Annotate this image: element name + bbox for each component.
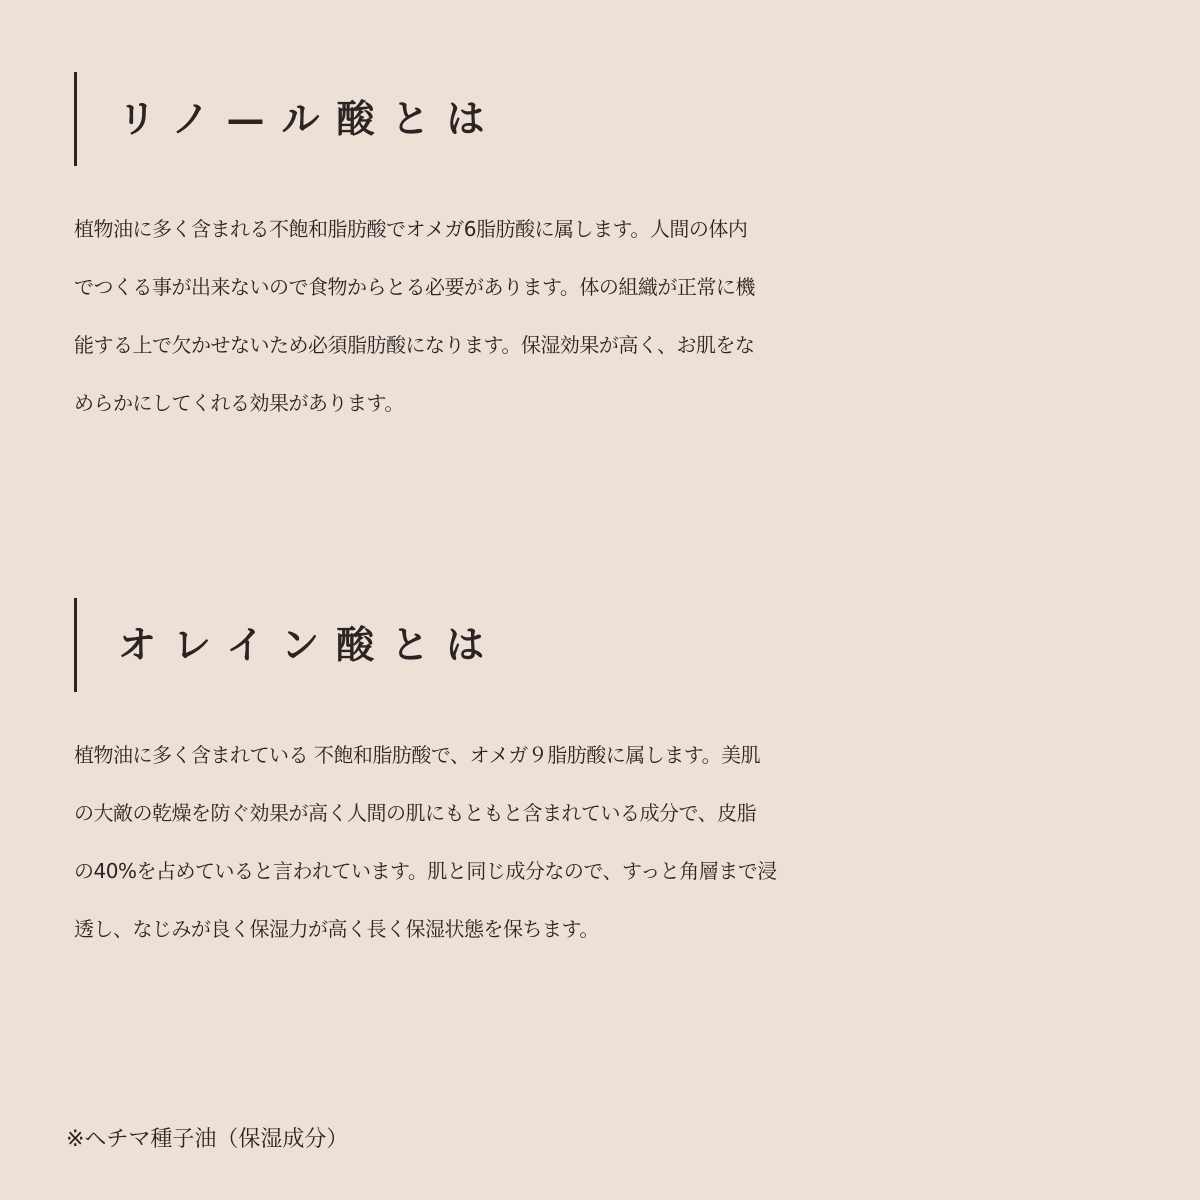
heading-accent-bar xyxy=(74,72,77,166)
heading-accent-bar xyxy=(74,598,77,692)
body-line: の大敵の乾燥を防ぐ効果が高く人間の肌にもともと含まれている成分で、皮脂 xyxy=(74,801,757,825)
section-body xyxy=(74,726,1134,958)
body-line: 透し、なじみが良く保湿力が高く長く保湿状態を保ちます。 xyxy=(74,917,599,941)
heading-title: オレイン酸とは xyxy=(118,622,502,667)
body-line: 植物油に多く含まれる不飽和脂肪酸でオメガ6脂肪酸に属します。人間の体内 xyxy=(74,217,748,241)
heading-title: リノ—ル酸とは xyxy=(118,96,502,141)
body-line: の40%を占めていると言われています。肌と同じ成分なので、すっと角層まで浸 xyxy=(74,859,777,883)
body-line: めらかにしてくれる効果があります。 xyxy=(74,391,404,415)
body-line: 植物油に多く含まれている 不飽和脂肪酸で、オメガ９脂肪酸に属します。美肌 xyxy=(74,743,761,767)
body-line: 能する上で欠かせないため必須脂肪酸になります。保湿効果が高く、お肌をな xyxy=(74,333,755,357)
section-body xyxy=(74,200,1134,432)
footnote: ※ヘチマ種子油（保湿成分） xyxy=(66,1127,349,1152)
body-line: でつくる事が出来ないので食物からとる必要があります。体の組織が正常に機 xyxy=(74,275,755,299)
